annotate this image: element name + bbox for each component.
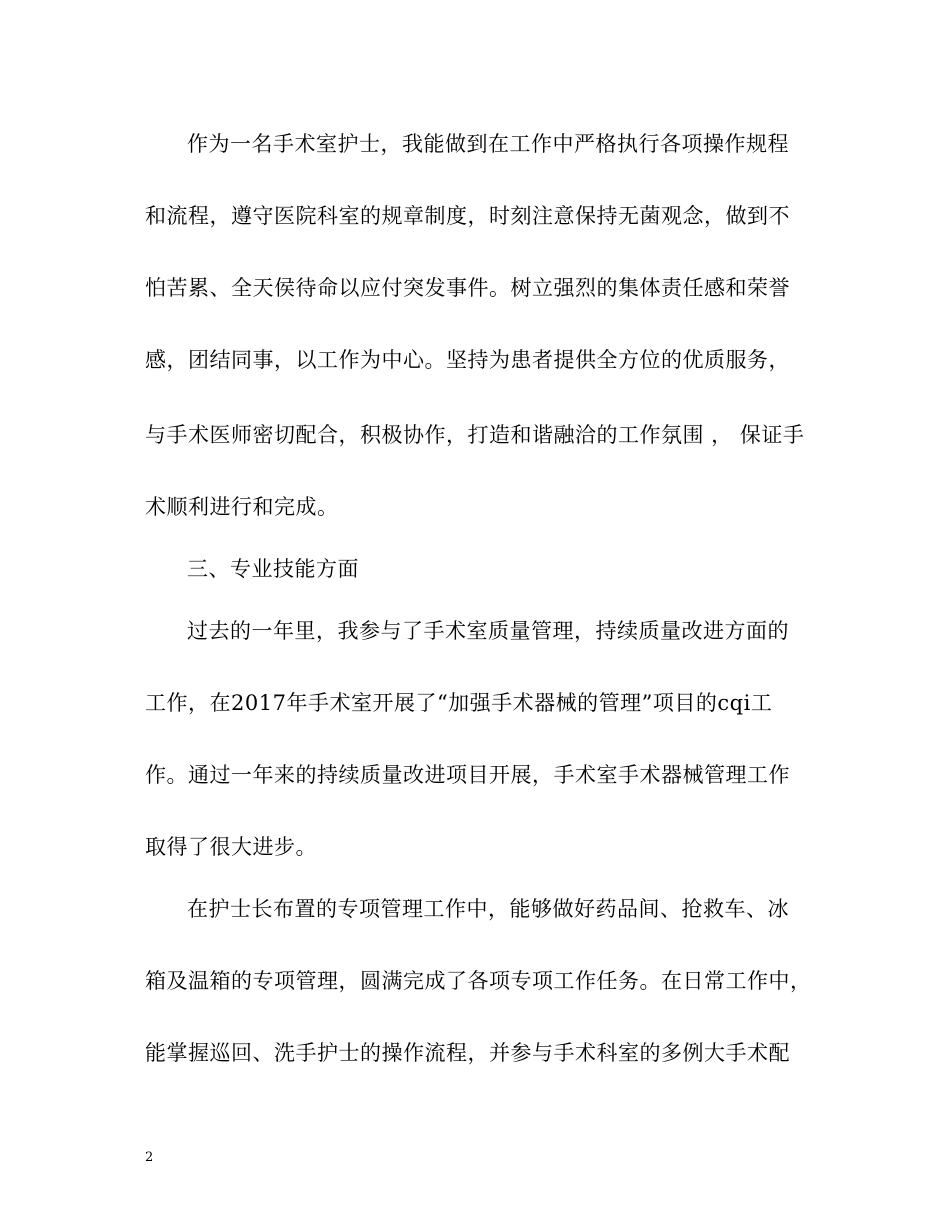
text-line: 与手术医师密切配合，积极协作，打造和谐融洽的工作氛围 ， 保证手	[145, 423, 805, 447]
text-line: 怕苦累、全天侯待命以应付突发事件。树立强烈的集体责任感和荣誉	[145, 276, 790, 300]
text-line: 作为一名手术室护士，我能做到在工作中严格执行各项操作规程	[187, 132, 789, 156]
text-line: 过去的一年里，我参与了手术室质量管理，持续质量改进方面的	[187, 619, 789, 643]
text-line: 箱及温箱的专项管理，圆满完成了各项专项工作任务。在日常工作中，	[145, 969, 812, 993]
text-line: 工作，在2017年手术室开展了“加强手术器械的管理”项目的cqi工	[145, 691, 773, 715]
text-line: 取得了很大进步。	[145, 835, 317, 859]
text-line: 能掌握巡回、洗手护士的操作流程，并参与手术科室的多例大手术配	[145, 1041, 790, 1065]
page-number: 2	[145, 1150, 154, 1165]
text-line: 作。通过一年来的持续质量改进项目开展，手术室手术器械管理工作	[145, 763, 790, 787]
section-heading: 三、专业技能方面	[187, 557, 359, 581]
text-line: 和流程，遵守医院科室的规章制度，时刻注意保持无菌观念，做到不	[145, 204, 790, 228]
text-line: 在护士长布置的专项管理工作中，能够做好药品间、抢救车、冰	[187, 897, 789, 921]
text-line: 感，团结同事，以工作为中心。坚持为患者提供全方位的优质服务，	[145, 348, 790, 372]
text-line: 术顺利进行和完成。	[145, 495, 339, 519]
